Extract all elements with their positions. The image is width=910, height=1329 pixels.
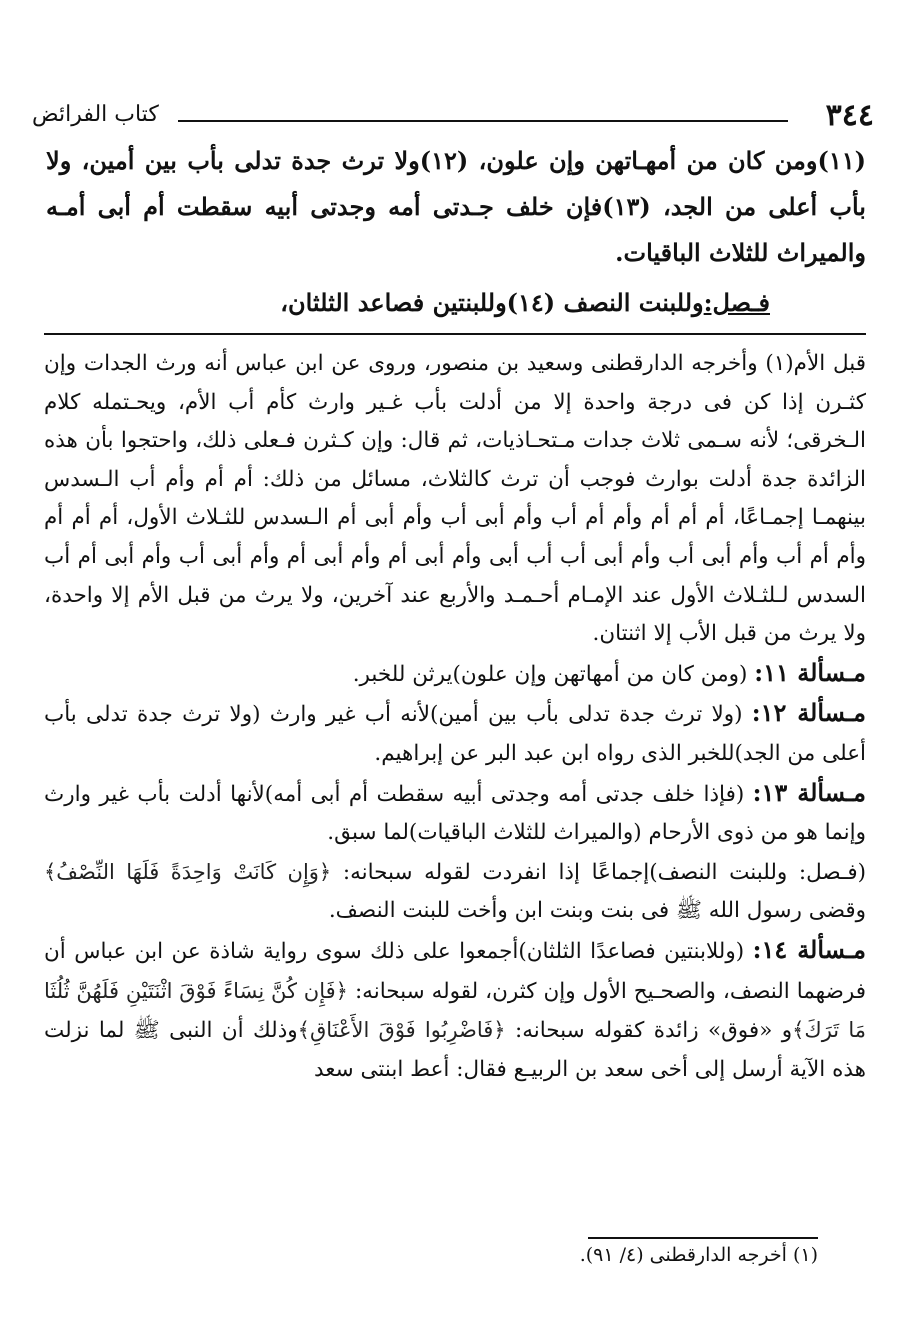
quran-verse: ﴿فَاضْرِبُوا فَوْقَ الأَعْنَاقِ﴾ [297, 1018, 506, 1043]
commentary-paragraph: قبل الأم(١) وأخرجه الدارقطنى وسعيد بن منصور، وروى عن ابن عباس أنه ورث الجدات وإن كثـرن إذا كن فى درجة واحدة إلا من أدلت بأب غـير وارث كأم أب الأم، ويحـتمله كلام الـخرقى؛ لأنه سـمى ثلاث جدات مـتحـاذيات، ثم قال: وإن كـثرن فـعلى ذلك، واحتجوا بأن هذه الزائدة جدة أدلت بوارث فوجب أن ترث كالثلاث، مسائل من ذلك: أم أم وأم أب الـسدس بينهمـا إجمـاعًا، أم أم أم وأم أم أب وأم أبى أب وأم أبى أم الـسدس للثـلاث الأول، أم أم أم وأم أم أب وأم أبى أب وأم أبى أب أب أبى وأم أبى أم وأم أبى أم وأم أبى أب وأم أبى أم أب السدس لـلثـلاث الأول عند الإمـام أحـمـد والأربع عند آخرين، ولا يرث من قبل الأم إلا واحدة، ولا يرث من قبل الأب إلا اثنتان. [44, 351, 866, 647]
matn-line-1: (١١)ومن كان من أمهـاتهن وإن علون، (١٢)ولا ترث جدة تدلى بأب بين أمين، ولا [46, 146, 866, 175]
footnote: (١) أخرجه الدارقطنى (٤/ ٩١). [579, 1244, 818, 1266]
masala-12 [44, 694, 866, 773]
masala-text: (فإذا خلف جدتى أمه وجدتى أبيه سقطت أم أبى أمه)لأنها أدلت بأب غير وارث وإنما هو من ذوى الأرحام (والميراث للثلاث الباقيات)لما سبق. [44, 781, 866, 846]
page-number: ٣٤٤ [825, 98, 874, 133]
masala-text: (ولا ترث جدة تدلى بأب بين أمين)لأنه أب غير وارث (ولا ترث جدة تدلى بأب أعلى من الجد)للخبر الذى رواه ابن عبد البر عن إبراهيم. [44, 702, 866, 766]
commentary [44, 345, 866, 1089]
fasl-label: فـصل: [703, 288, 770, 317]
masala-text-a: (وللابنتين فصاعدًا الثلثان)أجمعوا على ذلك سوى رواية شاذة عن ابن عباس أن فرضهما النصف، والصحـيح الأول وإن كثرن، لقوله سبحانه: [44, 938, 866, 1004]
quran-verse: ﴿فَإِن كُنَّ نِسَاءً فَوْقَ اثْنَتَيْنِ فَلَهُنَّ ثُلُثَا مَا تَرَكَ﴾ [44, 978, 866, 1043]
matn-line-3: للثلاث الباقيات. [615, 238, 769, 267]
fasl-text-b: وقضى رسول الله ﷺ فى بنت وبنت ابن وأخت للبنت النصف. [328, 898, 866, 924]
page-header [28, 96, 874, 136]
matn-fasl [46, 280, 866, 326]
masala-label: مـسألة ١٤: [752, 934, 866, 964]
masala-11 [44, 654, 866, 695]
masala-label: مـسألة ١١: [754, 657, 866, 687]
footnote-rule [588, 1237, 818, 1239]
masala-label: مـسألة ١٣: [752, 777, 866, 807]
book-title: كتاب الفرائض [32, 102, 159, 127]
section-divider [44, 333, 866, 335]
header-rule [178, 120, 788, 122]
fasl-commentary [44, 853, 866, 931]
masala-text-c: وذلك أن النبى ﷺ لما نزلت هذه الآية أرسل إلى أخى سعد بن الربيـع فقال: أعط ابنتى سعد [44, 1018, 866, 1082]
masala-text: (ومن كان من أمهاتهن وإن علون)يرثن للخبر. [352, 661, 748, 687]
masala-label: مـسألة ١٢: [751, 698, 866, 728]
matn-text [46, 138, 866, 326]
masala-text-b: و «فوق» زائدة كقوله سبحانه: [515, 1018, 793, 1044]
fasl-text-a: (فـصل: وللبنت النصف)إجماعًا إذا انفردت لقوله سبحانه: [342, 859, 866, 885]
quran-verse: ﴿وَإِن كَانَتْ وَاحِدَةً فَلَهَا النِّصْفُ﴾ [44, 859, 332, 884]
masala-13 [44, 774, 866, 853]
matn-line-2: بأب أعلى من الجد، (١٣)فإن خلف جـدتى أمه وجدتى أبيه سقطت أم أبى أمـه والميراث [46, 192, 866, 267]
fasl-text: وللبنت النصف (١٤)وللبنتين فصاعد الثلثان، [280, 288, 704, 317]
masala-14 [44, 931, 866, 1089]
